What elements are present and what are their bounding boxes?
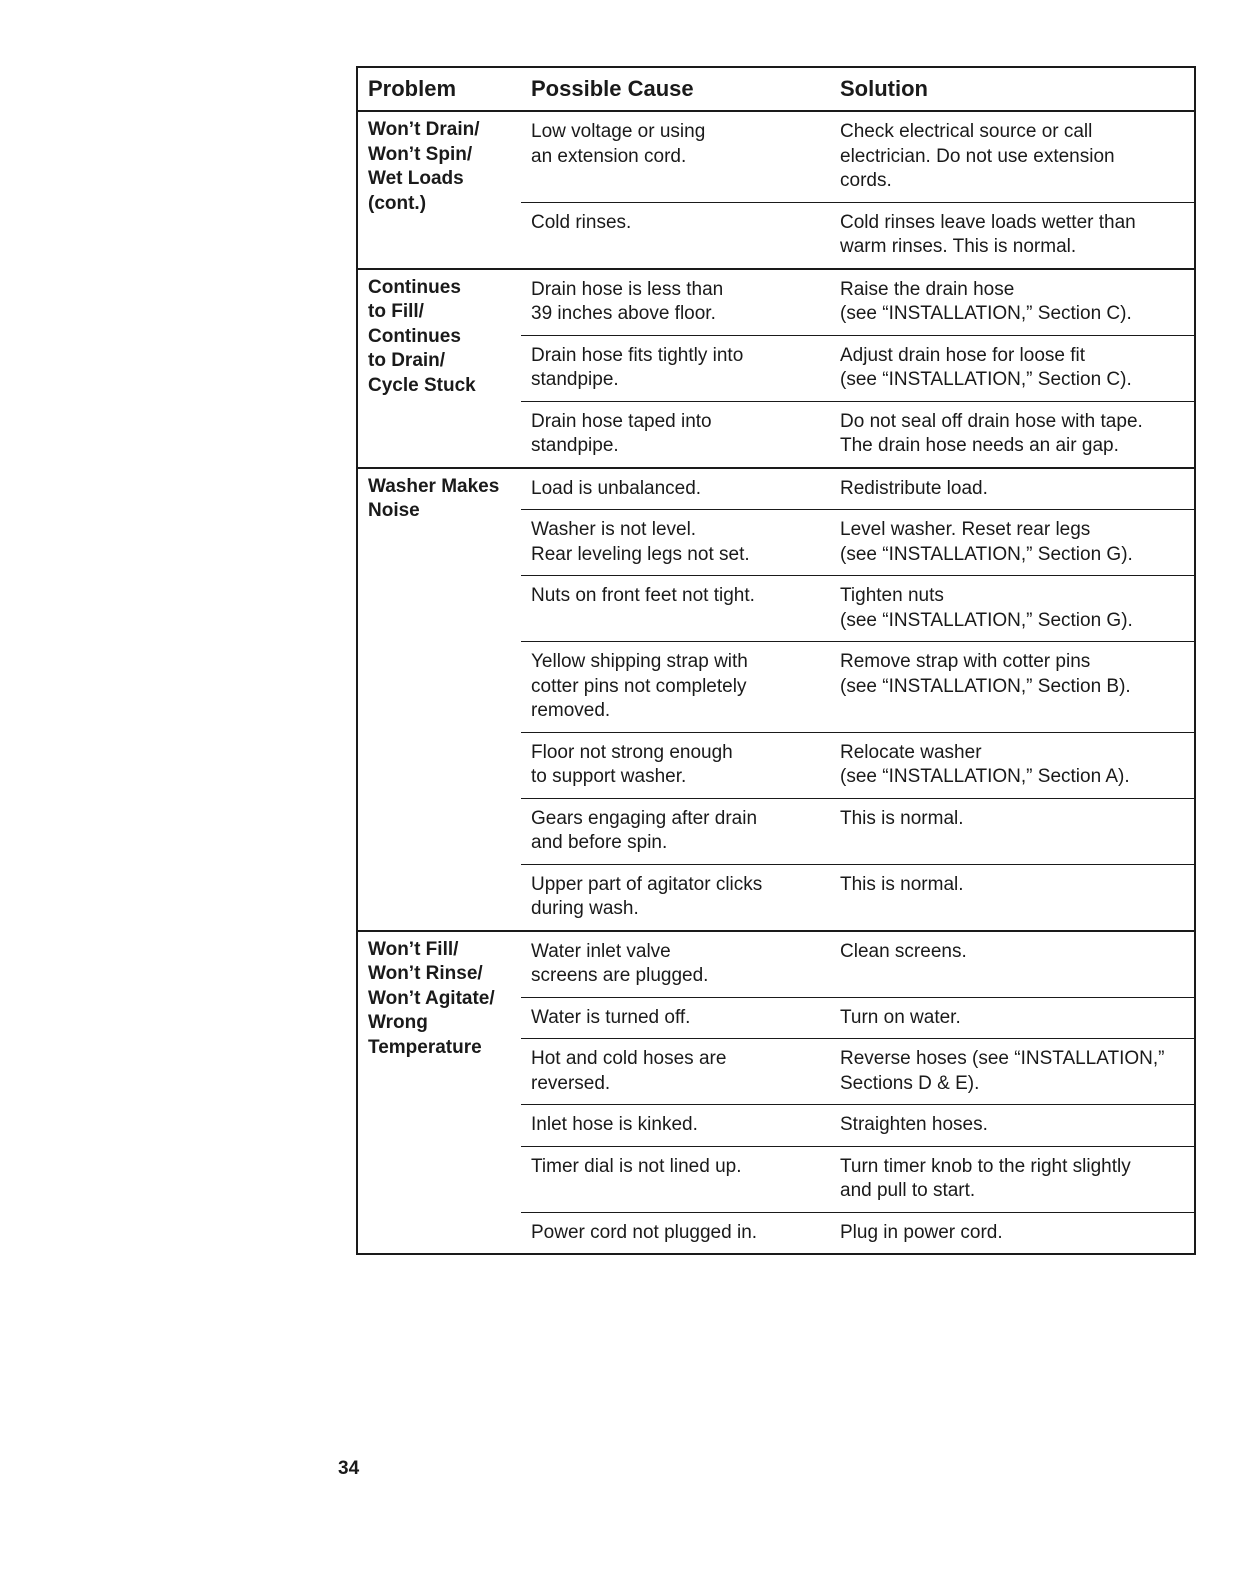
possible-cause-cell: Load is unbalanced. <box>531 477 702 499</box>
possible-cause-cell: Inlet hose is kinked. <box>531 1114 698 1135</box>
possible-cause-cell: Nuts on front feet not tight. <box>531 585 755 606</box>
possible-cause-cell: Gears engaging after drain and before spin. <box>531 807 758 853</box>
solution-cell: Cold rinses leave loads wetter than warm rinses. This is normal. <box>840 211 1136 257</box>
table-row <box>521 270 1194 335</box>
header-possible-cause: Possible Cause <box>531 76 694 101</box>
possible-cause-cell: Timer dial is not lined up. <box>531 1155 742 1177</box>
table-row <box>521 932 1194 997</box>
problem-label: Continues to Fill/ Continues to Drain/ Cycle Stuck <box>368 276 476 396</box>
possible-cause-cell: Drain hose taped into standpipe. <box>531 410 712 456</box>
possible-cause-cell: Upper part of agitator clicks during wash. <box>531 873 763 919</box>
table-row <box>521 1038 1194 1104</box>
possible-cause-cell: Hot and cold hoses are reversed. <box>531 1048 727 1094</box>
possible-cause-cell: Cold rinses. <box>531 211 632 233</box>
table-row <box>521 732 1194 798</box>
table-row <box>521 401 1194 467</box>
possible-cause-cell: Floor not strong enough to support washer. <box>531 741 733 787</box>
table-header <box>358 68 1194 112</box>
possible-cause-cell: Water is turned off. <box>531 1006 691 1028</box>
cause-solution-rows <box>521 469 1194 930</box>
solution-cell: This is normal. <box>840 807 964 829</box>
problem-group <box>358 932 1194 1254</box>
table-row <box>521 469 1194 510</box>
problem-label: Washer Makes Noise <box>368 475 500 521</box>
table-row <box>521 112 1194 202</box>
solution-cell: Reverse hoses (see “INSTALLATION,” Sections D & E). <box>840 1048 1165 1094</box>
cause-solution-rows <box>521 932 1194 1254</box>
table-row <box>521 997 1194 1039</box>
possible-cause-cell: Water inlet valve screens are plugged. <box>531 940 709 986</box>
possible-cause-cell: Drain hose fits tightly into standpipe. <box>531 344 744 390</box>
problem-label: Won’t Drain/ Won’t Spin/ Wet Loads (cont.) <box>368 119 480 214</box>
problem-group <box>358 270 1194 469</box>
solution-cell: Remove strap with cotter pins (see “INSTALLATION,” Section B). <box>840 651 1131 697</box>
possible-cause-cell: Power cord not plugged in. <box>531 1221 758 1243</box>
solution-cell: Redistribute load. <box>840 477 988 499</box>
problem-group <box>358 112 1194 270</box>
possible-cause-cell: Yellow shipping strap with cotter pins not completely removed. <box>531 651 748 721</box>
solution-cell: Relocate washer (see “INSTALLATION,” Section A). <box>840 741 1130 787</box>
possible-cause-cell: Washer is not level. Rear leveling legs not set. <box>531 519 750 565</box>
solution-cell: Level washer. Reset rear legs (see “INSTALLATION,” Section G). <box>840 519 1133 565</box>
table-row <box>521 1212 1194 1254</box>
solution-cell: Plug in power cord. <box>840 1221 1003 1243</box>
solution-cell: Tighten nuts (see “INSTALLATION,” Section G). <box>840 585 1133 631</box>
possible-cause-cell: Drain hose is less than 39 inches above floor. <box>531 278 724 324</box>
problem-groups <box>358 112 1194 1253</box>
solution-cell: Turn on water. <box>840 1006 961 1028</box>
possible-cause-cell: Low voltage or using an extension cord. <box>531 121 706 167</box>
table-row <box>521 1104 1194 1146</box>
header-solution: Solution <box>840 76 928 101</box>
solution-cell: Turn timer knob to the right slightly and pull to start. <box>840 1155 1131 1201</box>
table-row <box>521 509 1194 575</box>
cause-solution-rows <box>521 112 1194 268</box>
table-row <box>521 335 1194 401</box>
table-row <box>521 864 1194 930</box>
problem-label: Won’t Fill/ Won’t Rinse/ Won’t Agitate/ Wrong Temperature <box>368 938 495 1058</box>
page-number: 34 <box>338 1458 360 1479</box>
table-row <box>521 575 1194 641</box>
troubleshooting-table <box>356 66 1196 1255</box>
cause-solution-rows <box>521 270 1194 467</box>
solution-cell: Clean screens. <box>840 940 967 962</box>
table-row <box>521 202 1194 268</box>
table-row <box>521 641 1194 732</box>
solution-cell: Do not seal off drain hose with tape. The drain hose needs an air gap. <box>840 410 1143 456</box>
solution-cell: Raise the drain hose (see “INSTALLATION,” Section C). <box>840 278 1132 324</box>
header-problem: Problem <box>368 76 457 101</box>
solution-cell: Straighten hoses. <box>840 1114 988 1135</box>
table-row <box>521 798 1194 864</box>
solution-cell: Check electrical source or call electrician. Do not use extension cords. <box>840 121 1115 191</box>
table-row <box>521 1146 1194 1212</box>
solution-cell: Adjust drain hose for loose fit (see “INSTALLATION,” Section C). <box>840 344 1132 390</box>
solution-cell: This is normal. <box>840 873 964 895</box>
problem-group <box>358 469 1194 932</box>
